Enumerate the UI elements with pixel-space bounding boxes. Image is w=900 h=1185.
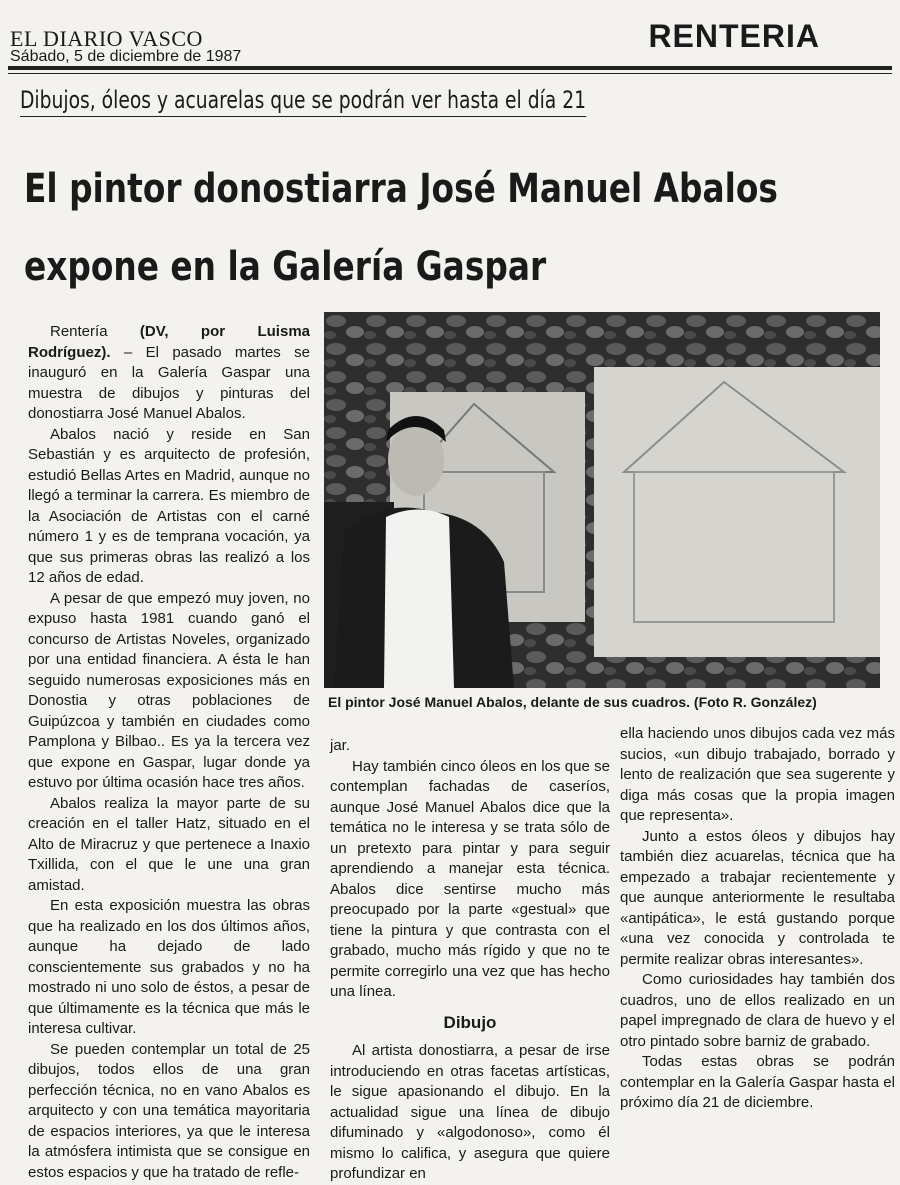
lead-paragraph	[28, 322, 310, 425]
paragraph: Abalos realiza la mayor parte de su creación en el taller Hatz, situado en el Alto de Miracruz y que pertenece a Inaxio Txillida, con el que le une una gran amistad.	[28, 794, 310, 894]
article-column-3	[620, 724, 895, 1114]
headline-line-2: expone en la Galería Gaspar	[24, 244, 547, 290]
paragraph: Se pueden contemplar un total de 25 dibujos, todos ellos de una gran perfección técnica, no en vano Abalos es arquitecto y con una temática mayoritaria de espacios interiores, ya que le interesa la atmósfera intimista que se consigue en estos espacios y que ha tratado de refle-	[28, 1040, 310, 1181]
article-column-2	[330, 736, 610, 1185]
masthead-rule-thin	[8, 73, 892, 74]
newspaper-name: EL DIARIO VASCO	[10, 26, 203, 51]
paragraph: Como curiosidades hay también dos cuadros, uno de ellos realizado en un papel impregnado de clara de huevo y el otro pintado sobre barniz de grabado.	[620, 971, 895, 1050]
photo-caption: El pintor José Manuel Abalos, delante de sus cuadros. (Foto R. González)	[328, 694, 817, 710]
photo-illustration	[324, 312, 880, 688]
continued-text: ella haciendo unos dibujos cada vez más sucios, «un dibujo trabajado, borrado y lento de realización que sea sugerente y diga más cosas que la propia imagen que representa».	[620, 725, 895, 824]
lead-text: – El pasado martes se inauguró en la Galería Gaspar una muestra de dibujos y pinturas del donostiarra José Manuel Abalos.	[28, 343, 310, 422]
paragraph: Junto a estos óleos y dibujos hay también diez acuarelas, técnica que ha empezado a trabajar recientemente y que aunque anteriormente le resultaba «antipática», le está gustando porque «una vez conocida y controlada te permite realizar obras interesantes».	[620, 827, 895, 968]
paragraph: Abalos nació y reside en San Sebastián y es arquitecto de profesión, estudió Bellas Artes en Madrid, aunque no llegó a terminar la carrera. Es miembro de la Asociación de Artistas con el carné número 1 y es de temprana vocación, ya que sus primeras obras las realizó a los 12 años de edad.	[28, 425, 310, 586]
section-title: RENTERIA	[648, 18, 820, 54]
paragraph: Al artista donostiarra, a pesar de irse introduciendo en otras facetas artísticas, le sigue apasionando el dibujo. En la actualidad sigue una línea de dibujo difuminado y «algodonoso», como él mismo lo califica, y asegura que quiere profundizar en	[330, 1042, 610, 1182]
article-headline	[24, 150, 778, 306]
headline-line-1: El pintor donostiarra José Manuel Abalos	[24, 166, 778, 212]
article-column-1	[28, 322, 310, 1183]
masthead-rule	[8, 66, 892, 70]
paragraph: A pesar de que empezó muy joven, no expuso hasta 1981 cuando ganó el concurso de Artistas Noveles, organizado por una entidad financiera. A ésta le han seguido numerosas exposiciones más en Donostia y otras poblaciones de Guipúzcoa y también en ciudades como Pamplona y Bilbao.. Es ya la tercera vez que expone en Gaspar, lugar donde ya estuvo por última ocasión hace tres años.	[28, 589, 310, 791]
continued-text: jar.	[330, 737, 351, 754]
article-kicker: Dibujos, óleos y acuarelas que se podrán ver hasta el día 21	[20, 86, 586, 117]
paragraph: Hay también cinco óleos en los que se contemplan fachadas de caseríos, aunque José Manuel Abalos dice que la temática no le interesa y se trata sólo de un pretexto para pintar y para seguir aprendiendo a manejar esta técnica. Abalos dice sentirse mucho más preocupado por la parte «gestual» que tiene la pintura y que contrasta con el grabado, mucho más rígido y que no te permite corregirlo una vez que has hecho una línea.	[330, 757, 610, 1000]
article-photo	[324, 312, 880, 688]
publication-date: Sábado, 5 de diciembre de 1987	[10, 48, 242, 65]
section-subheading: Dibujo	[443, 1012, 497, 1032]
paragraph: Todas estas obras se podrán contemplar en la Galería Gaspar hasta el próximo día 21 de diciembre.	[620, 1053, 895, 1111]
byline: (DV, por Luisma Rodríguez).	[28, 323, 310, 361]
paragraph: En esta exposición muestra las obras que ha realizado en los dos últimos años, aunque ha dejado de lado conscientemente sus grabados y no ha mostrado ni uno solo de éstos, a pesar de que últimamente es la técnica que más le interesa cultivar.	[28, 897, 310, 1037]
byline-place: Rentería	[50, 323, 140, 340]
